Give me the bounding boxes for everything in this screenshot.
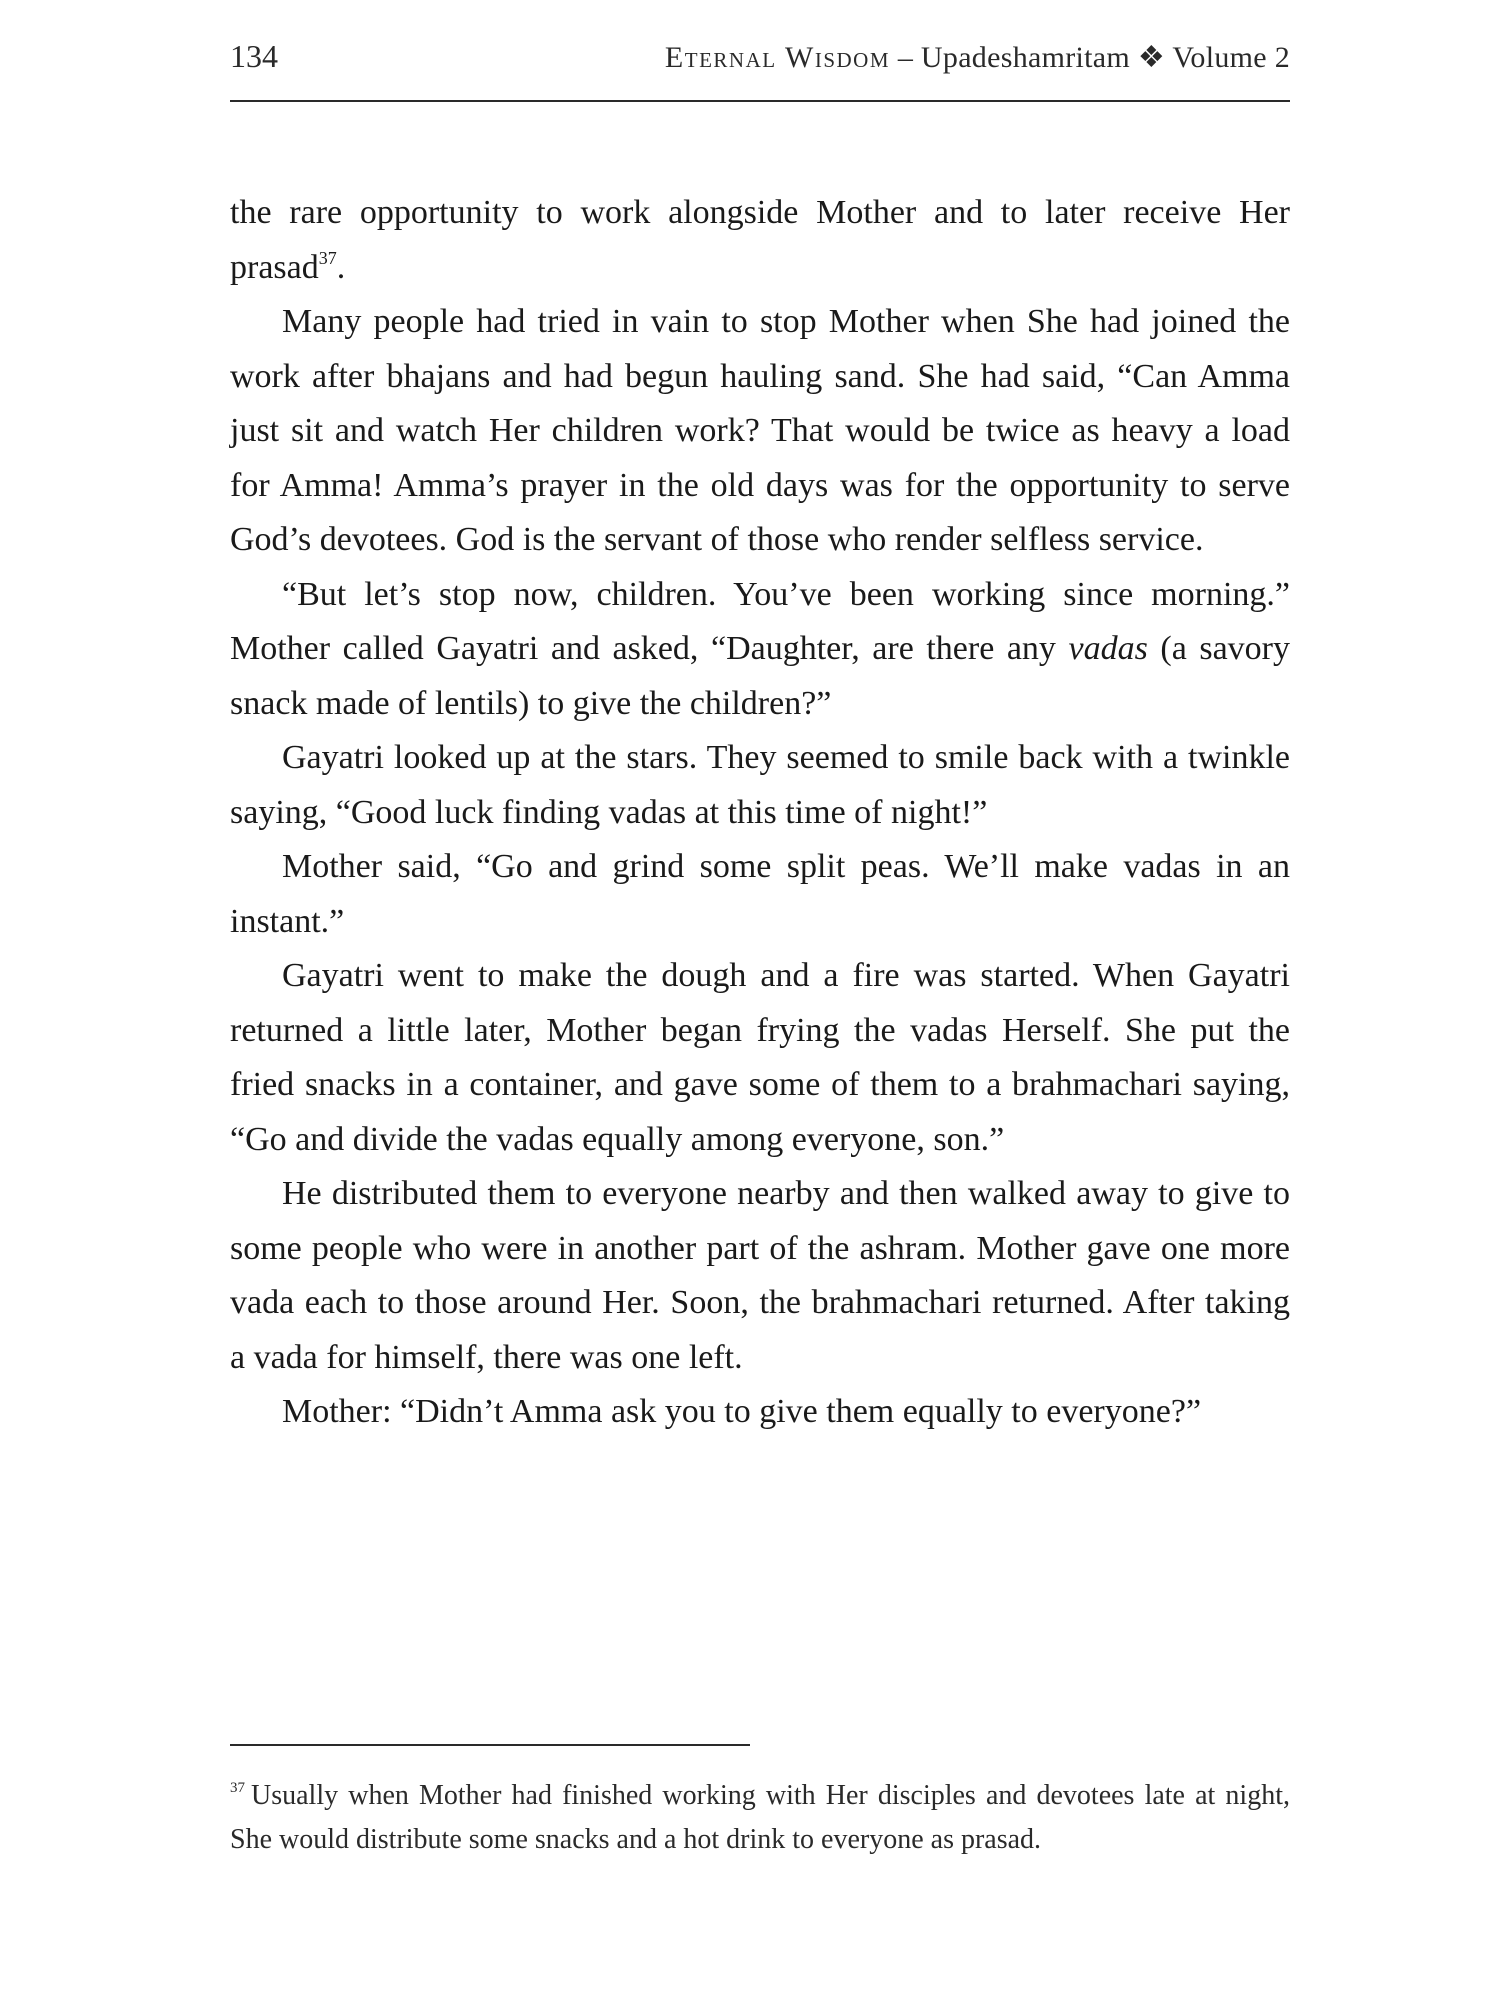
paragraph-3-start: “But let’s stop now, children. You’ve been working since morning.” Mother called Gayatri and asked, “Daughter, are there any (230, 575, 1290, 667)
running-title-rest: – Upadeshamritam ❖ Volume 2 (890, 41, 1290, 74)
paragraph-1-end: . (336, 248, 346, 286)
page-number: 134 (230, 38, 278, 74)
footnote-text: Usually when Mother had finished working with Her disciples and devotees late at night, She would distribute some snacks and a hot drink to everyone as prasad. (230, 1780, 1290, 1855)
body-text (230, 186, 1290, 1440)
footnote (230, 1774, 1290, 1862)
paragraph-1 (230, 186, 1290, 295)
paragraph-6: Gayatri went to make the dough and a fire was started. When Gayatri returned a little later, Mother began frying the vadas Herself. She put the fried snacks in a container, and gave some of them to a brahmachari saying, “Go and divide the vadas equally among everyone, son.” (230, 957, 1290, 1158)
running-head (230, 38, 1290, 90)
paragraph-1-text: the rare opportunity to work alongside Mother and to later receive Her prasad (230, 194, 1290, 286)
footnote-number: 37 (230, 1780, 245, 1796)
paragraph-7: He distributed them to everyone nearby and then walked away to give to some people who were in another part of the ashram. Mother gave one more vada each to those around Her. Soon, the brahmachari returned. After taking a vada for himself, there was one left. (230, 1175, 1290, 1376)
footnote-reference: 37 (318, 247, 337, 268)
paragraph-3 (230, 568, 1290, 732)
running-title-caps: Eternal Wisdom (664, 41, 891, 74)
paragraph-5: Mother said, “Go and grind some split peas. We’ll make vadas in an instant.” (230, 848, 1290, 940)
paragraph-2: Many people had tried in vain to stop Mother when She had joined the work after bhajans and had begun hauling sand. She had said, “Can Amma just sit and watch Her children work? That would be twice as heavy a load for Amma! Amma’s prayer in the old days was for the opportunity to serve God’s devotees. God is the servant of those who render selfless service. (230, 303, 1290, 558)
header-rule (230, 100, 1290, 102)
paragraph-3-end: (a savory snack made of lentils) to give the children?” (230, 630, 1290, 722)
paragraph-8: Mother: “Didn’t Amma ask you to give them equally to everyone?” (282, 1393, 1202, 1430)
italic-term-vadas: vadas (1068, 630, 1148, 667)
running-title (665, 40, 1290, 75)
paragraph-4: Gayatri looked up at the stars. They seemed to smile back with a twinkle saying, “Good luck finding vadas at this time of night!” (230, 739, 1290, 831)
footnote-rule (230, 1744, 750, 1746)
book-page (230, 0, 1290, 2000)
